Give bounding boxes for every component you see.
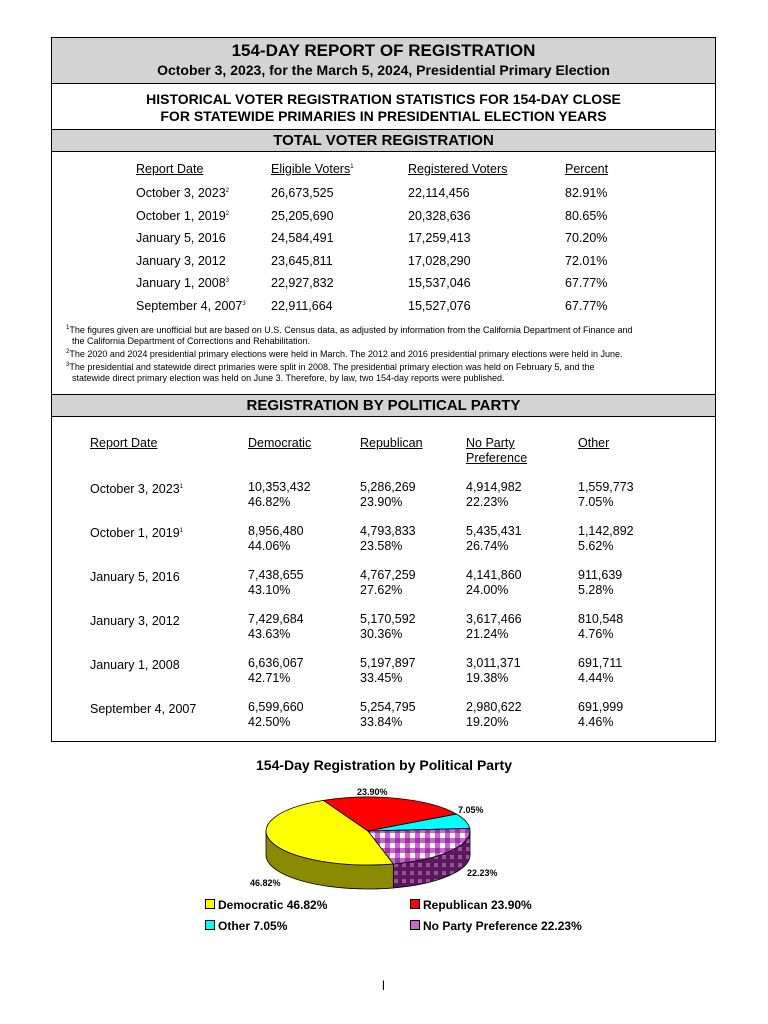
total-section-title: TOTAL VOTER REGISTRATION [52, 130, 715, 152]
table-row [90, 568, 658, 598]
table-row: October 3, 2023$^1$ 10,353,432 46.82% 5,286,269 23.90% 4,914,982 22.23% 1,559,773 7.05% [90, 480, 658, 510]
report-date: January 1, 2008 [136, 276, 226, 291]
democratic-cell: 6,636,067 42.71% [248, 656, 304, 685]
slice-label-democratic: 46.82% [250, 878, 281, 888]
table-header-row [136, 162, 645, 186]
eligible-voters: 26,673,525 [271, 186, 334, 200]
page-number: l [382, 978, 385, 993]
npp-cell: 5,435,431 26.74% [466, 524, 522, 553]
report-frame [51, 37, 716, 742]
npp-cell: 4,141,860 24.00% [466, 568, 522, 597]
eligible-voters: 22,927,832 [271, 276, 334, 291]
table-row [90, 700, 658, 730]
percent: 72.01% [565, 253, 608, 268]
report-date: October 1, 2019 [90, 526, 180, 541]
registered-voters: 15,527,076 [408, 298, 471, 313]
report-date: September 4, 2007 [136, 298, 243, 313]
table-row [90, 612, 658, 642]
legend-democratic: Democratic 46.82% [205, 898, 327, 912]
table-header-row [90, 436, 658, 466]
republican-cell: 5,254,795 33.84% [360, 700, 416, 729]
report-subtitle: October 3, 2023, for the March 5, 2024, Presidential Primary Election [157, 62, 610, 78]
report-date: January 5, 2016 [136, 231, 226, 246]
npp-cell: 2,980,622 19.20% [466, 700, 522, 729]
republican-cell: 4,767,259 27.62% [360, 568, 416, 597]
footnote-3: $^3$The presidential and statewide direct primaries were split in 2008. The presidential primary election was held on February 5, and the [66, 362, 595, 372]
historical-heading [52, 84, 715, 130]
republican-cell: 5,197,897 33.45% [360, 656, 416, 685]
legend-swatch-republican [410, 899, 420, 909]
footnote-2: $^2$The 2020 and 2024 presidential primary elections were held in March. The 2012 and 2016 presidential primary elections were held in June. [66, 349, 623, 359]
registered-voters: 22,114,456 [408, 186, 470, 200]
other-cell: 1,559,773 7.05% [578, 480, 634, 509]
col-header-other: Other [578, 436, 610, 450]
eligible-voters: 24,584,491 [271, 231, 334, 246]
footnote-1-cont: the California Department of Corrections and Rehabilitation. [72, 336, 311, 346]
report-date: January 3, 2012 [90, 614, 180, 629]
republican-cell: 5,170,592 30.36% [360, 612, 416, 641]
percent: 67.77% [565, 298, 608, 313]
democratic-cell: 7,438,655 43.10% [248, 568, 304, 597]
col-header-report-date: Report Date [136, 162, 204, 176]
total-registration-table [136, 162, 645, 322]
other-cell: 1,142,892 5.62% [578, 524, 634, 553]
democratic-cell: 7,429,684 43.63% [248, 612, 304, 641]
legend-swatch-democratic [205, 899, 215, 909]
table-row: October 1, 2019$^1$ 8,956,480 44.06% 4,793,833 23.58% 5,435,431 26.74% 1,142,892 5.62% [90, 524, 658, 554]
democratic-cell: 10,353,432 46.82% [248, 480, 311, 509]
registered-voters: 17,259,413 [408, 231, 471, 246]
npp-cell: 4,914,982 22.23% [466, 480, 522, 509]
percent: 67.77% [565, 276, 608, 291]
democratic-cell: 6,599,660 42.50% [248, 700, 304, 729]
table-row: September 4, 2007$^3$ 22,911,664 15,527,076 67.77% [136, 299, 645, 322]
report-date: January 5, 2016 [90, 570, 180, 585]
democratic-cell: 8,956,480 44.06% [248, 524, 304, 553]
eligible-voters: 22,911,664 [271, 298, 333, 313]
footnote-1: $^1$The figures given are unofficial but are based on U.S. Census data, as adjusted by information from the California Department of Finance and [66, 325, 633, 335]
npp-cell: 3,011,371 19.38% [466, 656, 521, 685]
col-header-registered: Registered Voters [408, 162, 508, 176]
eligible-voters: 23,645,811 [271, 253, 333, 268]
legend-swatch-npp [410, 920, 420, 930]
footnotes [66, 323, 706, 384]
percent: 70.20% [565, 231, 608, 246]
republican-cell: 5,286,269 23.90% [360, 480, 416, 509]
legend-republican: Republican 23.90% [410, 898, 532, 912]
historical-line-2: FOR STATEWIDE PRIMARIES IN PRESIDENTIAL ELECTION YEARS [160, 108, 607, 124]
report-date: October 3, 2023 [90, 482, 180, 497]
slice-label-other: 7.05% [458, 805, 484, 815]
footnote-3-cont: statewide direct primary election was held on June 3. Therefore, by law, two 154-day reports were published. [72, 373, 505, 383]
slice-label-npp: 22.23% [467, 868, 498, 878]
eligible-voters: 25,205,690 [271, 208, 334, 223]
slice-label-republican: 23.90% [357, 787, 388, 797]
party-section-title: REGISTRATION BY POLITICAL PARTY [52, 394, 715, 417]
percent: 82.91% [565, 186, 608, 200]
col-header-republican: Republican [360, 436, 423, 450]
chart-title: 154-Day Registration by Political Party [256, 757, 512, 773]
report-date: October 3, 2023 [136, 186, 226, 200]
col-header-democratic: Democratic [248, 436, 312, 450]
other-cell: 691,711 4.44% [578, 656, 623, 685]
npp-cell: 3,617,466 21.24% [466, 612, 522, 641]
registered-voters: 15,537,046 [408, 276, 471, 291]
report-date: September 4, 2007 [90, 702, 197, 717]
report-date: January 1, 2008 [90, 658, 180, 673]
table-row: January 1, 2008$^3$ 22,927,832 15,537,046 67.77% [136, 276, 645, 299]
table-row [90, 656, 658, 686]
republican-cell: 4,793,833 23.58% [360, 524, 416, 553]
other-cell: 810,548 4.76% [578, 612, 624, 641]
other-cell: 911,639 5.28% [578, 568, 623, 597]
legend-swatch-other [205, 920, 215, 930]
report-title: 154-DAY REPORT OF REGISTRATION [231, 41, 536, 60]
legend-npp: No Party Preference 22.23% [410, 919, 582, 933]
col-header-npp: No Party Preference [466, 436, 528, 465]
col-header-percent: Percent [565, 162, 609, 176]
col-header-report-date: Report Date [90, 436, 158, 450]
table-row: October 3, 2023$^2$ 26,673,525 22,114,456 82.91% [136, 186, 645, 209]
legend-other: Other 7.05% [205, 919, 287, 933]
percent: 80.65% [565, 208, 608, 223]
historical-line-1: HISTORICAL VOTER REGISTRATION STATISTICS FOR 154-DAY CLOSE [146, 91, 621, 107]
registered-voters: 17,028,290 [408, 253, 471, 268]
report-date: January 3, 2012 [136, 253, 226, 268]
party-registration-table [90, 436, 658, 730]
party-pie-chart [250, 783, 490, 893]
table-row [136, 254, 645, 277]
other-cell: 691,999 4.46% [578, 700, 624, 729]
report-header [52, 38, 715, 84]
col-header-eligible: Eligible Voters$^1$ [271, 162, 354, 176]
table-row [136, 231, 645, 254]
report-date: October 1, 2019 [136, 208, 226, 223]
registered-voters: 20,328,636 [408, 208, 471, 223]
table-row: October 1, 2019$^2$ 25,205,690 20,328,636 80.65% [136, 209, 645, 232]
